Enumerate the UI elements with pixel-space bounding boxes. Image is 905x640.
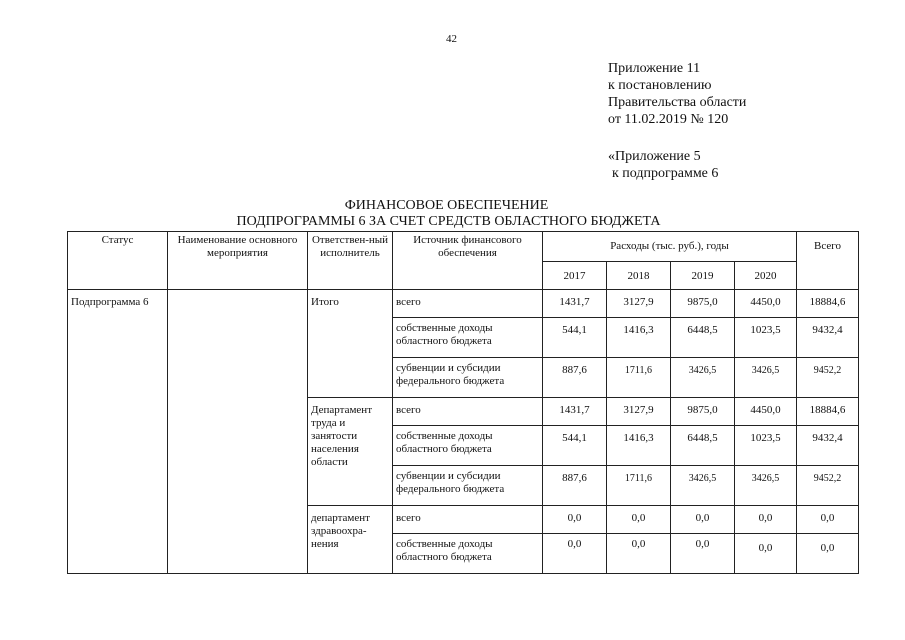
value-cell: 1416,3 <box>607 318 671 358</box>
appendix-quote-line: «Приложение 5 <box>608 149 701 164</box>
value-cell: 0,0 <box>735 534 797 574</box>
value-cell: 3426,5 <box>735 466 797 506</box>
source-cell: субвенции и субсидии федерального бюджета <box>393 466 543 506</box>
header-source: Источник финансового обеспечения <box>393 232 543 290</box>
finance-table <box>67 231 859 574</box>
total-cell: 0,0 <box>797 506 859 534</box>
appendix-line: к постановлению <box>608 78 712 93</box>
value-cell: 3127,9 <box>607 398 671 426</box>
executor-cell: Итого <box>308 290 393 398</box>
value-cell: 3127,9 <box>607 290 671 318</box>
value-cell: 0,0 <box>735 506 797 534</box>
value-cell: 0,0 <box>671 506 735 534</box>
document-title: ФИНАНСОВОЕ ОБЕСПЕЧЕНИЕ <box>344 198 549 213</box>
total-cell: 18884,6 <box>797 398 859 426</box>
total-cell: 9452,2 <box>797 466 859 506</box>
source-cell: собственные доходы областного бюджета <box>393 318 543 358</box>
header-status: Статус <box>68 232 168 290</box>
source-cell: собственные доходы областного бюджета <box>393 426 543 466</box>
total-cell: 9432,4 <box>797 426 859 466</box>
appendix-line: Приложение 11 <box>608 61 701 76</box>
header-year: 2017 <box>543 262 607 290</box>
appendix-block <box>608 60 746 128</box>
header-year: 2018 <box>607 262 671 290</box>
appendix-line: от 11.02.2019 № 120 <box>608 112 729 127</box>
appendix-quote-block <box>608 148 718 182</box>
header-total: Всего <box>797 232 859 290</box>
value-cell: 3426,5 <box>671 466 735 506</box>
header-executor: Ответствен-ный исполнитель <box>308 232 393 290</box>
executor-cell: департамент здравоохра-нения <box>308 506 393 574</box>
source-cell: всего <box>393 290 543 318</box>
page-number: 42 <box>446 33 457 45</box>
appendix-quote-line: к подпрограмме 6 <box>612 166 719 181</box>
source-cell: всего <box>393 506 543 534</box>
total-cell: 9432,4 <box>797 318 859 358</box>
source-cell: субвенции и субсидии федерального бюджета <box>393 358 543 398</box>
value-cell: 1023,5 <box>735 318 797 358</box>
executor-cell: Департамент труда и занятости населения области <box>308 398 393 506</box>
value-cell: 3426,5 <box>671 358 735 398</box>
activity-cell <box>168 290 308 574</box>
value-cell: 1711,6 <box>607 358 671 398</box>
appendix-line: Правительства области <box>608 95 747 110</box>
value-cell: 1023,5 <box>735 426 797 466</box>
value-cell: 0,0 <box>543 506 607 534</box>
value-cell: 1416,3 <box>607 426 671 466</box>
total-cell: 0,0 <box>797 534 859 574</box>
value-cell: 887,6 <box>543 358 607 398</box>
header-expenses: Расходы (тыс. руб.), годы <box>543 232 797 262</box>
value-cell: 1431,7 <box>543 398 607 426</box>
value-cell: 6448,5 <box>671 426 735 466</box>
value-cell: 887,6 <box>543 466 607 506</box>
value-cell: 3426,5 <box>735 358 797 398</box>
status-cell: Подпрограмма 6 <box>68 290 168 574</box>
document-subtitle: ПОДПРОГРАММЫ 6 ЗА СЧЕТ СРЕДСТВ ОБЛАСТНОГО БЮДЖЕТА <box>236 214 661 229</box>
value-cell: 4450,0 <box>735 290 797 318</box>
value-cell: 0,0 <box>607 506 671 534</box>
value-cell: 0,0 <box>607 534 671 574</box>
value-cell: 1711,6 <box>607 466 671 506</box>
source-cell: собственные доходы областного бюджета <box>393 534 543 574</box>
source-cell: всего <box>393 398 543 426</box>
total-cell: 9452,2 <box>797 358 859 398</box>
value-cell: 4450,0 <box>735 398 797 426</box>
header-activity: Наименование основного мероприятия <box>168 232 308 290</box>
total-cell: 18884,6 <box>797 290 859 318</box>
value-cell: 6448,5 <box>671 318 735 358</box>
header-year: 2020 <box>735 262 797 290</box>
value-cell: 9875,0 <box>671 398 735 426</box>
header-year: 2019 <box>671 262 735 290</box>
value-cell: 544,1 <box>543 426 607 466</box>
table-row <box>68 290 859 318</box>
value-cell: 0,0 <box>671 534 735 574</box>
value-cell: 0,0 <box>543 534 607 574</box>
value-cell: 1431,7 <box>543 290 607 318</box>
value-cell: 544,1 <box>543 318 607 358</box>
value-cell: 9875,0 <box>671 290 735 318</box>
